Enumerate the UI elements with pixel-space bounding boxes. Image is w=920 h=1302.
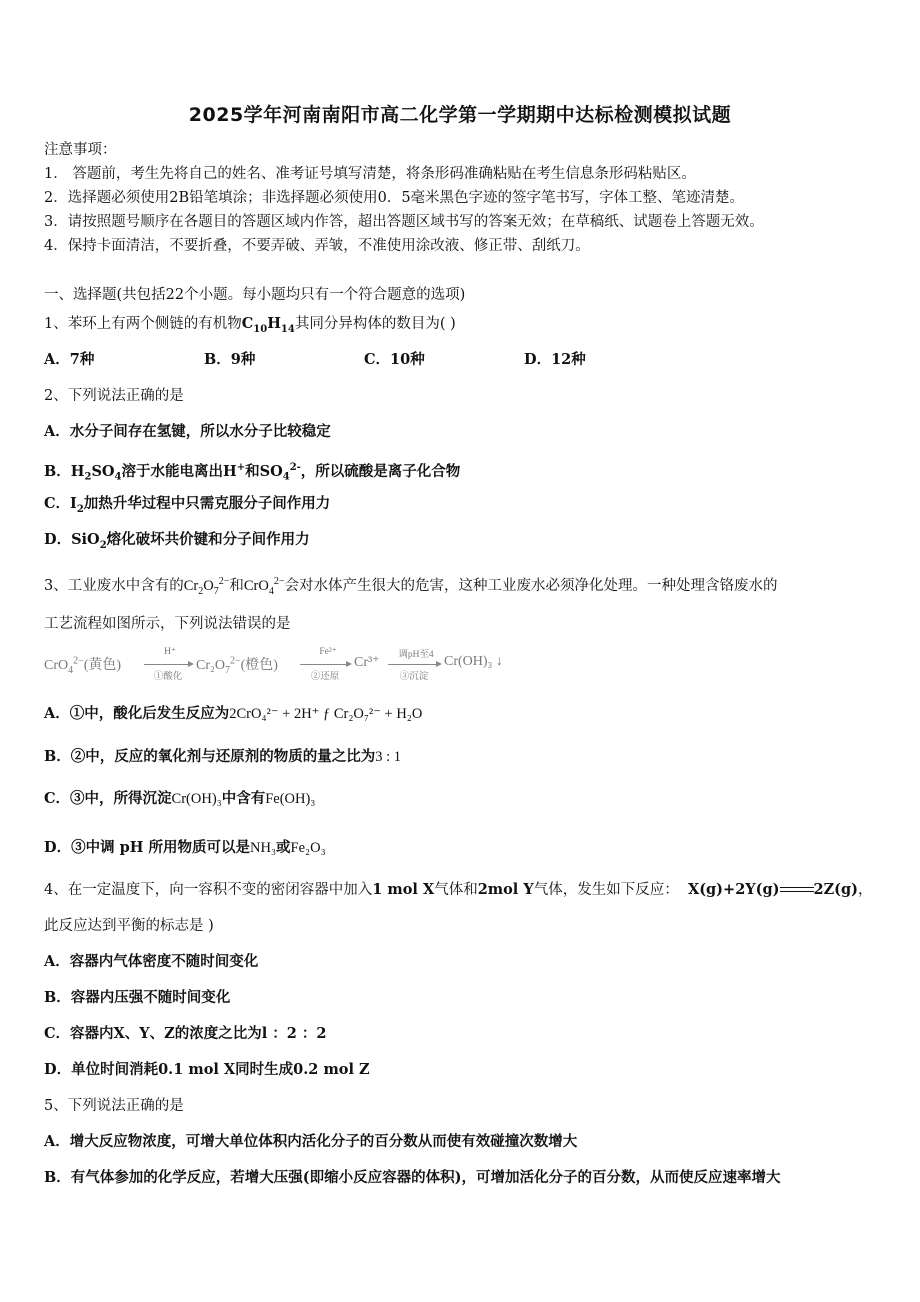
q1-option-d: D．12种 (524, 351, 586, 368)
q1-stem-b: 其同分异构体的数目为( ) (294, 316, 456, 332)
chromium-process-diagram (44, 648, 544, 682)
question-4-stem-line1: 4、在一定温度下，向一容积不变的密闭容器中加入1 mol X气体和2mol Y气体，发生如下反应： X(g)+2Y(g) 2Z(g)， (44, 881, 873, 898)
q5-option-b: B．有气体参加的化学反应，若增大压强(即缩小反应容器的体积)，可增加活化分子的百分数，从而使反应速率增大 (44, 1169, 781, 1186)
q1-option-a: A．7种 (44, 351, 95, 368)
question-3-stem-line2: 工艺流程如图所示，下列说法错误的是 (44, 616, 291, 632)
q2-option-a: A．水分子间存在氢键，所以水分子比较稳定 (44, 423, 331, 440)
q2-option-c: C．$I_2$加热升华过程中只需克服分子间作用力 (44, 495, 331, 515)
section-heading: 一、选择题(共包括22个小题。每小题均只有一个符合题意的选项) (44, 287, 466, 303)
q1-formula: $C_{10}H_{14}$ (241, 315, 295, 335)
question-4-stem-line2: 此反应达到平衡的标志是 ) (44, 918, 214, 934)
notice-item-2: 2．选择题必须使用2B铅笔填涂；非选择题必须使用0．5毫米黑色字迹的签字笔书写，字体工整、笔迹清楚。 (44, 190, 745, 206)
q4-option-b: B．容器内压强不随时间变化 (44, 989, 231, 1006)
q3-option-c: C．③中，所得沉淀Cr(OH)₃中含有Fe(OH)₃ (44, 790, 316, 807)
equilibrium-arrow-icon (780, 885, 814, 895)
q5-option-a: A．增大反应物浓度，可增大单位体积内活化分子的百分数从而使有效碰撞次数增大 (44, 1133, 578, 1150)
diagram-product: Cr(OH)₃ ↓ (444, 654, 503, 669)
q2-option-d: D．SiO$_2$熔化破坏共价键和分子间作用力 (44, 531, 310, 551)
diagram-step3-reagent: 调pH至4 (398, 650, 434, 660)
q2-option-b: B．$H_2SO_4$溶于水能电离出H+和$SO_4^{2-}$，所以硫酸是离子化合物 (44, 462, 461, 483)
q4-option-a: A．容器内气体密度不随时间变化 (44, 953, 259, 970)
q1-option-b: B．9种 (204, 351, 256, 368)
question-3-stem-line1: 3、工业废水中含有的$Cr_2O_7^{2-}$和CrO$_4^{2-}$会对水体产生很大的危害，这种工业废水必须净化处理。一种处理含铬废水的 (44, 576, 778, 597)
q3-option-a: A．①中，酸化后发生反应为2CrO₄²⁻ + 2H⁺ ƒ Cr₂O₇²⁻ + H₂O (44, 705, 423, 722)
question-1-stem (44, 314, 456, 340)
q3-option-d: D．③中调 pH 所用物质可以是NH₃或Fe₂O₃ (44, 839, 326, 856)
q4-equation-right: 2Z(g) (813, 881, 859, 898)
diagram-arrow-2 (300, 664, 350, 665)
diagram-step3-label: ③沉淀 (399, 672, 429, 682)
q1-stem-a: 1、苯环上有两个侧链的有机物 (44, 316, 242, 332)
question-5-stem: 5、下列说法正确的是 (44, 1098, 184, 1114)
notice-item-3: 3．请按照题号顺序在各题目的答题区域内作答，超出答题区域书写的答案无效；在草稿纸、试题卷上答题无效。 (44, 214, 764, 230)
q3-option-b: B．②中，反应的氧化剂与还原剂的物质的量之比为3 : 1 (44, 748, 402, 765)
diagram-step2-label: ②还原 (310, 672, 340, 682)
q4-option-d: D．单位时间消耗0.1 mol X同时生成0.2 mol Z (44, 1061, 370, 1078)
diagram-cr2o7: $Cr_2O_7^{2-}$(橙色) (196, 655, 278, 676)
q4-equation-left: X(g)+2Y(g) (687, 881, 780, 898)
q1-option-c: C．10种 (364, 351, 425, 368)
diagram-step1-label: ①酸化 (153, 672, 183, 682)
notice-heading: 注意事项： (44, 142, 117, 158)
diagram-step1-reagent: H⁺ (164, 647, 176, 657)
page-title: 2025学年河南南阳市高二化学第一学期期中达标检测模拟试题 (188, 104, 732, 126)
diagram-arrow-3 (388, 664, 440, 665)
notice-item-1: 1． 答题前，考生先将自己的姓名、准考证号填写清楚，将条形码准确粘贴在考生信息条形码粘贴区。 (44, 166, 696, 182)
q4-option-c: C．容器内X、Y、Z的浓度之比为l ：2 ：2 (44, 1025, 327, 1042)
diagram-cro4: CrO$_4^{2-}$(黄色) (44, 655, 122, 676)
diagram-cr3: Cr³⁺ (354, 655, 380, 670)
notice-item-4: 4．保持卡面清洁，不要折叠，不要弄破、弄皱，不准使用涂改液、修正带、刮纸刀。 (44, 238, 590, 254)
diagram-step2-reagent: Fe²⁺ (319, 647, 337, 657)
diagram-arrow-1 (144, 664, 192, 665)
question-1-options (44, 350, 586, 370)
question-2-stem: 2、下列说法正确的是 (44, 388, 184, 404)
